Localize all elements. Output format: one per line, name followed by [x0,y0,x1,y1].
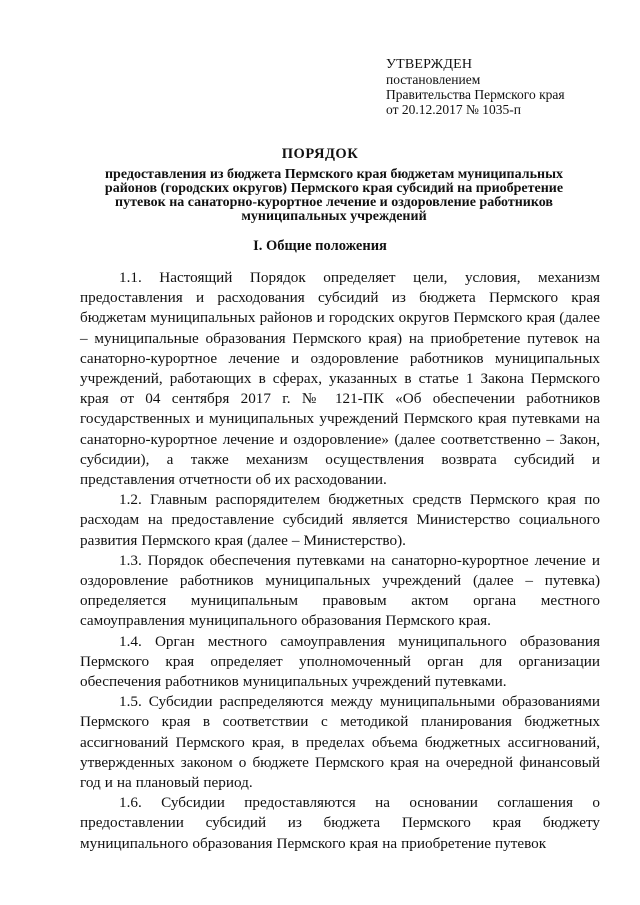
paragraph-1-1: 1.1. Настоящий Порядок определяет цели, условия, механизм предоставления и расходования субсидий из бюджета Пермского края бюджетам муниципальных районов и городских округов Пермского края (далее – муниципальные образования Пермского края) на приобретение путевок на санаторно-курортное лечение и оздоровление работников муниципальных учреждений, работающих в сферах, указанных в статье 1 Закона Пермского края от 04 сентября 2017 г. № 121-ПК «Об обеспечении работников государственных и муниципальных учреждений Пермского края путевками на санаторно-курортное лечение и оздоровление» (далее соответственно – Закон, субсидии), а также механизм осуществления возврата субсидий и представления отчетности об их расходовании. [80,269,600,489]
section-heading: I. Общие положения [253,238,387,254]
paragraph-1-6: 1.6. Субсидии предоставляются на основании соглашения о предоставлении субсидий из бюджета Пермского края бюджету муниципального образования Пермского края на приобретение путевок [80,794,600,852]
approval-status: УТВЕРЖДЕН [386,57,473,72]
document-subtitle [86,168,582,224]
paragraph-1-5: 1.5. Субсидии распределяются между муниципальными образованиями Пермского края в соответствии с методикой планирования бюджетных ассигнований Пермского края, в пределах объема бюджетных ассигнований, утвержденных законом о бюджете Пермского края на очередной финансовый год и на плановый период. [80,693,600,792]
approval-line-3: от 20.12.2017 № 1035-п [386,102,521,117]
approval-line-2: Правительства Пермского края [386,87,565,102]
approval-stamp [386,57,565,117]
document-body [80,268,600,854]
approval-line-1: постановлением [386,72,481,87]
subtitle-line: путевок на санаторно-курортное лечение и оздоровление работников [115,195,553,210]
paragraph-1-2: 1.2. Главным распорядителем бюджетных средств Пермского края по расходам на предоставление субсидий является Министерство социального развития Пермского края (далее – Министерство). [80,491,600,549]
subtitle-line: предоставления из бюджета Пермского края бюджетам муниципальных [104,167,563,182]
subtitle-line: районов (городских округов) Пермского края субсидий на приобретение [104,181,564,196]
paragraph-1-3: 1.3. Порядок обеспечения путевками на санаторно-курортное лечение и оздоровление работников муниципальных учреждений (далее – путевка) определяется муниципальным правовым актом органа местного самоуправления муниципального образования Пермского края. [80,551,600,630]
paragraph-1-4: 1.4. Орган местного самоуправления муниципального образования Пермского края определяет уполномоченный орган для организации обеспечения работников муниципальных учреждений путевками. [80,632,600,691]
document-title: ПОРЯДОК [281,146,359,162]
subtitle-line: муниципальных учреждений [241,209,427,224]
